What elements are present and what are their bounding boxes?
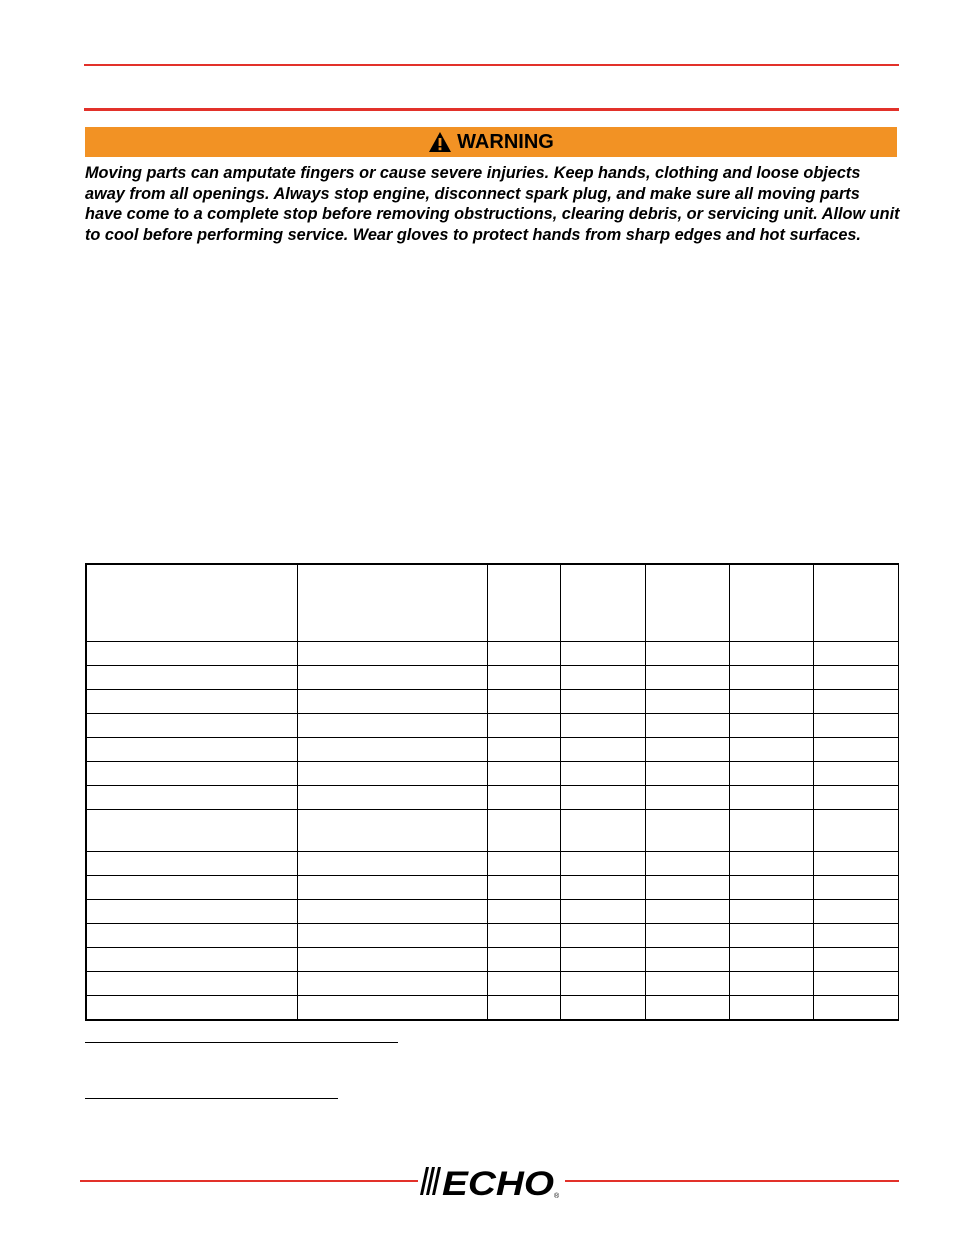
table-cell <box>645 996 729 1021</box>
warning-title: WARNING <box>457 130 554 153</box>
table-cell <box>560 996 645 1021</box>
table-cell <box>813 972 898 996</box>
table-cell <box>86 948 297 972</box>
warning-banner <box>85 127 897 157</box>
table-cell <box>560 666 645 690</box>
table-row <box>86 666 898 690</box>
table-cell <box>86 690 297 714</box>
table-cell <box>487 948 560 972</box>
header-rule-top <box>84 64 899 66</box>
table-cell <box>560 642 645 666</box>
table-cell <box>297 642 487 666</box>
table-cell <box>729 810 813 852</box>
table-cell <box>813 714 898 738</box>
table-cell <box>560 762 645 786</box>
table-row <box>86 810 898 852</box>
table-cell <box>297 852 487 876</box>
table-cell <box>86 852 297 876</box>
table-cell <box>560 714 645 738</box>
table-row <box>86 642 898 666</box>
table-cell <box>86 900 297 924</box>
table-cell <box>645 810 729 852</box>
table-cell <box>645 900 729 924</box>
table-row <box>86 900 898 924</box>
registered-mark: ® <box>554 1193 560 1200</box>
table-cell <box>645 642 729 666</box>
table-cell <box>297 876 487 900</box>
table-header-cell <box>560 564 645 642</box>
table-cell <box>560 948 645 972</box>
table-cell <box>297 714 487 738</box>
table-cell <box>86 924 297 948</box>
table-cell <box>813 786 898 810</box>
table-cell <box>729 786 813 810</box>
table-cell <box>487 738 560 762</box>
table-cell <box>645 714 729 738</box>
table-row <box>86 876 898 900</box>
table-row <box>86 996 898 1021</box>
logo-text: ECHO <box>442 1165 554 1201</box>
table-row <box>86 948 898 972</box>
table-cell <box>560 738 645 762</box>
table-row <box>86 738 898 762</box>
header-rule-bottom <box>84 108 899 111</box>
table-cell <box>813 852 898 876</box>
table-cell <box>487 972 560 996</box>
table-cell <box>813 690 898 714</box>
table-cell <box>645 924 729 948</box>
table-header-cell <box>487 564 560 642</box>
table-cell <box>560 900 645 924</box>
table-header-cell <box>813 564 898 642</box>
table-header-cell <box>297 564 487 642</box>
table-cell <box>813 996 898 1021</box>
table-cell <box>297 972 487 996</box>
table-cell <box>729 948 813 972</box>
table-cell <box>297 738 487 762</box>
footer-rule-left <box>80 1180 418 1182</box>
table-cell <box>297 900 487 924</box>
table-row <box>86 924 898 948</box>
table-cell <box>297 762 487 786</box>
table-cell <box>813 666 898 690</box>
table-cell <box>560 924 645 948</box>
table-cell <box>645 786 729 810</box>
table-cell <box>813 642 898 666</box>
table-row <box>86 690 898 714</box>
table-cell <box>645 666 729 690</box>
table-cell <box>729 924 813 948</box>
table-cell <box>729 762 813 786</box>
table-row <box>86 714 898 738</box>
table-cell <box>487 666 560 690</box>
table-cell <box>560 690 645 714</box>
table-cell <box>645 972 729 996</box>
table-cell <box>813 948 898 972</box>
maintenance-table <box>85 563 899 1021</box>
table-cell <box>297 786 487 810</box>
warning-triangle-icon <box>428 131 452 153</box>
echo-logo <box>420 1165 562 1201</box>
table-cell <box>729 666 813 690</box>
table-cell <box>86 810 297 852</box>
table-cell <box>645 948 729 972</box>
table-cell <box>487 714 560 738</box>
table-cell <box>560 876 645 900</box>
table-cell <box>297 948 487 972</box>
table-cell <box>729 996 813 1021</box>
table-cell <box>645 876 729 900</box>
table-cell <box>813 738 898 762</box>
table-cell <box>86 738 297 762</box>
table-cell <box>729 642 813 666</box>
table-cell <box>86 972 297 996</box>
table-cell <box>487 924 560 948</box>
table-cell <box>86 996 297 1021</box>
table-cell <box>297 924 487 948</box>
table-cell <box>560 786 645 810</box>
table-cell <box>487 900 560 924</box>
table-cell <box>729 738 813 762</box>
table-cell <box>487 762 560 786</box>
footnote-rule-1 <box>85 1042 398 1043</box>
table-header-cell <box>729 564 813 642</box>
table-cell <box>487 786 560 810</box>
table-header-row <box>86 564 898 642</box>
table-cell <box>487 810 560 852</box>
table-header-cell <box>86 564 297 642</box>
table-cell <box>729 852 813 876</box>
table-cell <box>297 666 487 690</box>
table-cell <box>813 924 898 948</box>
footnote-rule-2 <box>85 1098 338 1099</box>
table-cell <box>297 996 487 1021</box>
table-cell <box>487 642 560 666</box>
table-cell <box>560 972 645 996</box>
table-cell <box>645 690 729 714</box>
table-row <box>86 972 898 996</box>
table-cell <box>86 786 297 810</box>
table-cell <box>813 900 898 924</box>
table-cell <box>813 810 898 852</box>
table-cell <box>86 714 297 738</box>
table-cell <box>487 996 560 1021</box>
table-header-cell <box>645 564 729 642</box>
table-cell <box>297 690 487 714</box>
table-cell <box>729 714 813 738</box>
table-cell <box>86 876 297 900</box>
table-cell <box>297 810 487 852</box>
table-cell <box>645 738 729 762</box>
table-cell <box>813 876 898 900</box>
table-cell <box>487 690 560 714</box>
table-cell <box>813 762 898 786</box>
table-cell <box>729 690 813 714</box>
table-cell <box>729 876 813 900</box>
table-cell <box>86 666 297 690</box>
table-cell <box>645 852 729 876</box>
table-cell <box>86 762 297 786</box>
table-row <box>86 762 898 786</box>
table-cell <box>487 852 560 876</box>
table-cell <box>729 900 813 924</box>
table-cell <box>645 762 729 786</box>
table-cell <box>86 642 297 666</box>
warning-text: Moving parts can amputate fingers or cause severe injuries. Keep hands, clothing and loose objects away from all openings. Always stop engine, disconnect spark plug, and make sure all moving parts have come to a complete stop before removing obstructions, clearing debris, or servicing unit. Allow unit to cool before performing service. Wear gloves to protect hands from sharp edges and hot surfaces. <box>85 164 900 244</box>
table-cell <box>729 972 813 996</box>
table-cell <box>560 852 645 876</box>
table-row <box>86 852 898 876</box>
footer-rule-right <box>565 1180 899 1182</box>
table-cell <box>560 810 645 852</box>
table-row <box>86 786 898 810</box>
table-cell <box>487 876 560 900</box>
